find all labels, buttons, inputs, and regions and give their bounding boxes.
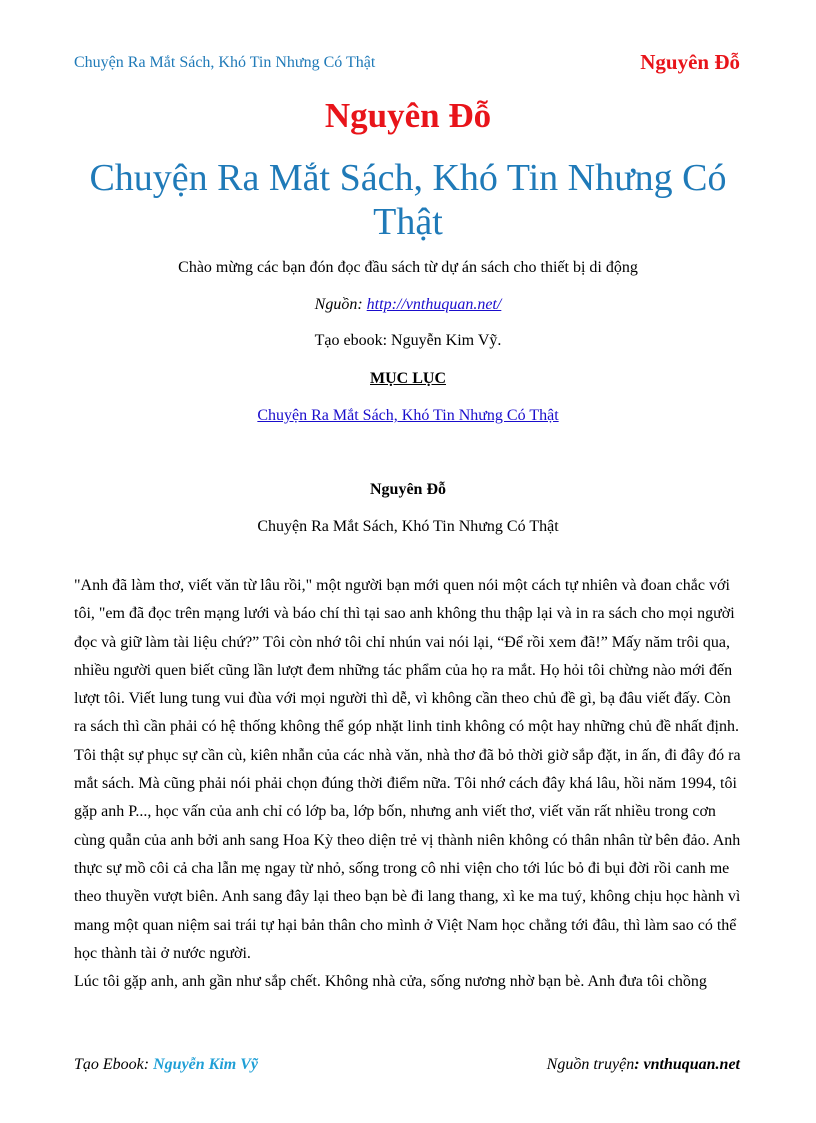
footer-creator-label: Tạo Ebook <box>74 1056 144 1073</box>
source-label: Nguồn: <box>314 296 367 313</box>
footer-source <box>547 1056 740 1074</box>
paragraph: Lúc tôi gặp anh, anh gần như sắp chết. Không nhà cửa, sống nương nhờ bạn bè. Anh đưa tôi chồng <box>74 973 707 991</box>
author-title: Nguyên Đỗ <box>324 96 492 135</box>
paragraph: "Anh đã làm thơ, viết văn từ lâu rồi," một người bạn mới quen nói một cách tự nhiên và đoan chắc với tôi, "em đã đọc trên mạng lưới và báo chí thì tại sao anh không thu thập lại và in ra sách cho mọi người đọc và giữ làm tài liệu chứ?” Tôi còn nhớ tôi chỉ nhún vai nói lại, “Để rồi xem đã!” Mấy năm trôi qua, nhiều người quen biết cũng lần lượt đem những tác phẩm của họ ra mắt. Họ hỏi tôi chừng nào mới đến lượt tôi. Viết lung tung vui đùa với mọi người thì dễ, vì không cần theo chủ đề gì, bạ đâu viết đấy. Còn ra sách thì cần phải có hệ thống không thể góp nhặt linh tinh không có một hay những chủ đề nhất định. <box>74 577 739 736</box>
paragraph: Tôi thật sự phục sự cần cù, kiên nhẫn của các nhà văn, nhà thơ đã bỏ thời giờ sắp đặt, in ấn, đi đây đó ra mắt sách. Mà cũng phải nói phải chọn đúng thời điểm nữa. Tôi nhớ cách đây khá lâu, hồi năm 1994, tôi gặp anh P..., học vấn của anh chỉ có lớp ba, lớp bốn, nhưng anh viết thơ, viết văn rất nhiều trong cơn cùng quẫn của anh bởi anh sang Hoa Kỳ theo diện trẻ vị thành niên không có thân nhân từ bên đảo. Anh thực sự mồ côi cả cha lẫn mẹ ngay từ nhỏ, sống trong cô nhi viện cho tới lúc bỏ đi bụi đời rồi canh me theo thuyền vượt biên. Anh sang đây lại theo bạn bè đi lang thang, xì ke ma tuý, không chịu học hành vì mang một quan niệm sai trái tự hại bản thân cho mình ở Việt Nam học chẳng tới đâu, thì làm sao có thể học thành tài ở nước người. <box>74 746 741 962</box>
header-book-title: Chuyện Ra Mắt Sách, Khó Tin Nhưng Có Thật <box>74 54 376 71</box>
footer-creator-sep: : <box>143 1056 154 1073</box>
footer-creator-name: Nguyễn Kim Vỹ <box>153 1056 258 1073</box>
book-title: Chuyện Ra Mắt Sách, Khó Tin Nhưng Có Thật <box>89 157 727 243</box>
source-link[interactable]: http://vnthuquan.net/ <box>366 296 502 313</box>
ebook-creator: Tạo ebook: Nguyễn Kim Vỹ. <box>314 332 502 349</box>
chapter-body <box>74 572 744 996</box>
footer-source-site: vnthuquan.net <box>643 1056 740 1073</box>
page-footer <box>74 1056 740 1078</box>
chapter-title: Chuyện Ra Mắt Sách, Khó Tin Nhưng Có Thật <box>257 518 559 535</box>
source-line <box>0 296 816 314</box>
welcome-text: Chào mừng các bạn đón đọc đầu sách từ dự án sách cho thiết bị di động <box>178 259 638 276</box>
footer-creator <box>74 1056 258 1074</box>
footer-source-sep: : <box>634 1056 644 1073</box>
toc-item-link[interactable]: Chuyện Ra Mắt Sách, Khó Tin Nhưng Có Thật <box>257 407 559 424</box>
footer-source-label: Nguồn truyện <box>546 1056 635 1073</box>
header-author: Nguyên Đỗ <box>640 50 740 74</box>
chapter-author: Nguyên Đỗ <box>369 481 446 498</box>
toc-heading: MỤC LỤC <box>370 370 446 387</box>
page-header <box>74 50 740 76</box>
